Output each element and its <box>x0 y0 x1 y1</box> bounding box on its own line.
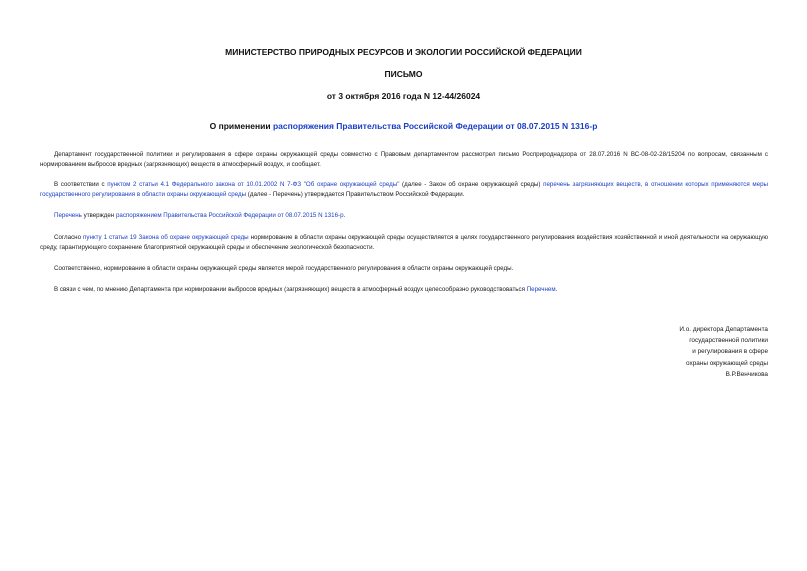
ministry-title: МИНИСТЕРСТВО ПРИРОДНЫХ РЕСУРСОВ И ЭКОЛОГИИ РОССИЙСКОЙ ФЕДЕРАЦИИ <box>225 47 582 57</box>
substances-list-link[interactable]: перечень загрязняющих веществ, в отношении которых применяются меры государственного регулирования в области охраны окружающей среды <box>40 181 768 198</box>
signature-name: В.Р.Венчикова <box>725 370 768 378</box>
paragraph-6 <box>40 285 768 295</box>
paragraph-2-text-c: (далее - Перечень) утверждается Правительством Российской Федерации. <box>246 190 465 198</box>
paragraph-5: Соответственно, нормирование в области охраны окружающей среды является мерой государственного регулирования в области охраны окружающей среды. <box>54 265 514 272</box>
document-type: ПИСЬМО <box>384 69 423 79</box>
signature-line-4: охраны окружающей среды <box>686 359 768 367</box>
paragraph-4 <box>40 233 768 252</box>
paragraph-6-text-a: В связи с чем, по мнению Департамента при нормировании выбросов вредных (загрязняющих) веществ в атмосферный воздух целесообразно руководствоваться <box>54 286 527 293</box>
list-reference-link[interactable]: Перечнем <box>526 286 556 293</box>
paragraph-2-text-b: (далее - Закон об охране окружающей среды) <box>399 181 544 188</box>
paragraph-4-text-b: нормирование в области охраны окружающей среды осуществляется в целях государственного регулирования воздействия хозяйственной и иной деятельности на окружающую среду, гарантирующего сохранение благоприятной окружающей среды и обеспечение экологической безопасности. <box>40 234 768 251</box>
subject-prefix: О применении <box>209 121 273 131</box>
subject-link[interactable]: распоряжения Правительства Российской Федерации от 08.07.2015 N 1316-р <box>272 121 598 131</box>
paragraph-2 <box>40 180 768 199</box>
list-link[interactable]: Перечень <box>54 212 82 219</box>
paragraph-6-text-b: . <box>555 286 558 293</box>
paragraph-3-text-b: . <box>343 212 346 219</box>
document-subject <box>0 121 807 131</box>
signature-line-1: И.о. директора Департамента <box>679 326 768 333</box>
paragraph-3-text-a: утвержден <box>81 212 116 219</box>
document-date: от 3 октября 2016 года N 12-44/26024 <box>326 91 481 101</box>
environment-law-link[interactable]: пункту 1 статьи 19 Закона об охране окружающей среды <box>83 234 249 241</box>
signature-block <box>679 324 768 380</box>
paragraph-4-text-a: Согласно <box>54 234 84 241</box>
law-article-link[interactable]: пунктом 2 статьи 4.1 Федерального закона от 10.01.2002 N 7-ФЗ "Об охране окружающей среды" <box>107 181 400 188</box>
paragraph-3 <box>40 211 768 221</box>
paragraph-1: Департамент государственной политики и регулирования в сфере охраны окружающей среды совместно с Правовым департаментом рассмотрел письмо Росприроднадзора от 28.07.2016 N ВС-08-02-28/15204 по вопросам, связанным с нормированием выбросов вредных (загрязняющих) веществ в атмосферный воздух, и сообщает. <box>40 151 768 168</box>
signature-line-2: государственной политики <box>689 337 768 345</box>
paragraph-2-text-a: В соответствии с <box>54 181 108 188</box>
signature-line-3: и регулирования в сфере <box>692 348 768 356</box>
government-order-link[interactable]: распоряжением Правительства Российской Федерации от 08.07.2015 N 1316-р <box>115 212 344 219</box>
